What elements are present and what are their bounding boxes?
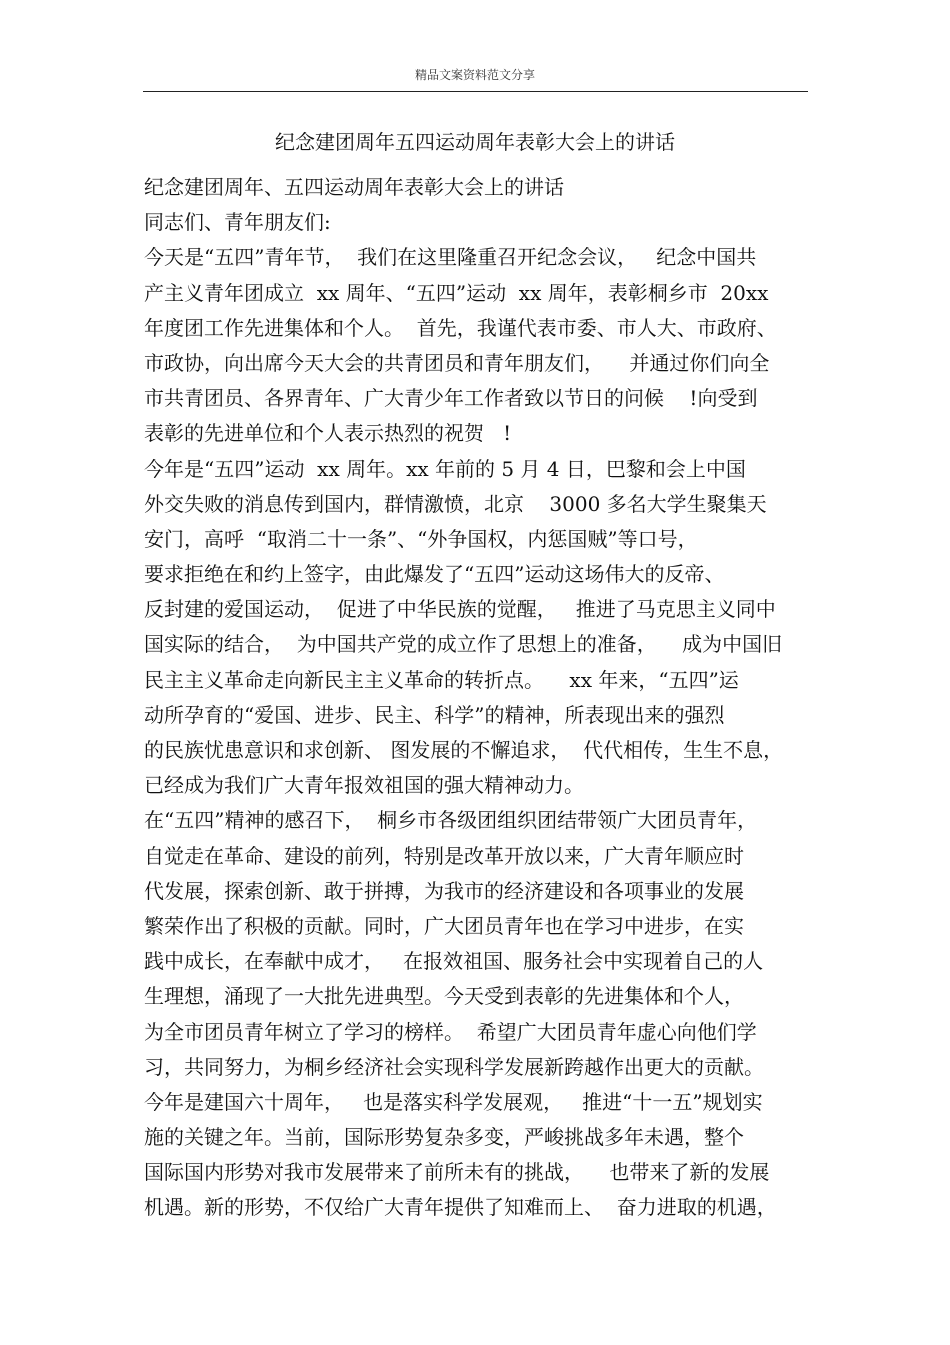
body-line: 代发展，探索创新、敢于拼搏，为我市的经济建设和各项事业的发展: [144, 878, 744, 903]
body-line: 自觉走在革命、建设的前列，特别是改革开放以来，广大青年顺应时: [144, 843, 744, 868]
body-line: 市共青团员、各界青年、广大青少年工作者致以节日的问候 !向受到: [144, 386, 758, 411]
header-divider: [143, 91, 808, 92]
body-line: 今年是建国六十周年， 也是落实科学发展观， 推进“十一五”规划实: [144, 1089, 763, 1114]
body-line: 外交失败的消息传到国内，群情激愤，北京 3000 多名大学生聚集天: [144, 491, 767, 516]
body-line: 今年是“五四”运动 xx 周年。xx 年前的 5 月 4 日，巴黎和会上中国: [144, 456, 746, 481]
body-line: 生理想，涌现了一大批先进典型。今天受到表彰的先进集体和个人，: [144, 984, 744, 1009]
body-line: 为全市团员青年树立了学习的榜样。 希望广大团员青年虚心向他们学: [144, 1019, 757, 1044]
body-line: 国际国内形势对我市发展带来了前所未有的挑战， 也带来了新的发展: [144, 1160, 770, 1185]
body-line: 纪念建团周年、五四运动周年表彰大会上的讲话: [144, 175, 564, 199]
document-title: 纪念建团周年五四运动周年表彰大会上的讲话: [275, 130, 675, 154]
body-line: 机遇。新的形势，不仅给广大青年提供了知难而上、 奋力进取的机遇，: [144, 1195, 777, 1220]
body-line: 年度团工作先进集体和个人。 首先，我谨代表市委、市人大、市政府、: [144, 315, 777, 340]
body-line: 国实际的结合， 为中国共产党的成立作了思想上的准备， 成为中国旧: [144, 632, 783, 657]
body-line: 动所孕育的“爱国、进步、民主、科学”的精神，所表现出来的强烈: [144, 702, 725, 727]
body-line: 民主主义革命走向新民主主义革命的转折点。 xx 年来，“五四”运: [144, 667, 739, 692]
body-line: 今天是“五四”青年节， 我们在这里隆重召开纪念会议， 纪念中国共: [144, 245, 757, 270]
body-line: 的民族忧患意识和求创新、 图发展的不懈追求， 代代相传，生生不息，: [144, 738, 784, 762]
body-line: 繁荣作出了积极的贡献。同时，广大团员青年也在学习中进步，在实: [144, 913, 744, 938]
body-line: 已经成为我们广大青年报效祖国的强大精神动力。: [144, 773, 584, 798]
page-header-text: 精品文案资料范文分享: [414, 68, 535, 82]
body-line: 产主义青年团成立 xx 周年、“五四”运动 xx 周年，表彰桐乡市 20xx: [144, 280, 769, 305]
body-line: 要求拒绝在和约上签字，由此爆发了“五四”运动这场伟大的反帝、: [144, 562, 725, 587]
body-line: 同志们、青年朋友们:: [144, 210, 331, 235]
document-body: [144, 170, 814, 1226]
body-line: 施的关键之年。当前，国际形势复杂多变，严峻挑战多年未遇，整个: [144, 1125, 744, 1150]
body-line: 践中成长，在奉献中成才， 在报效祖国、服务社会中实现着自己的人: [144, 949, 764, 974]
body-line: 安门，高呼 “取消二十一条”、“外争国权，内惩国贼”等口号，: [144, 526, 698, 551]
body-line: 表彰的先进单位和个人表示热烈的祝贺 !: [144, 421, 512, 446]
body-line: 市政协，向出席今天大会的共青团员和青年朋友们， 并通过你们向全: [144, 350, 770, 375]
body-line: 反封建的爱国运动， 促进了中华民族的觉醒， 推进了马克思主义同中: [144, 597, 776, 622]
body-line: 习，共同努力，为桐乡经济社会实现科学发展新跨越作出更大的贡献。: [144, 1054, 764, 1079]
body-line: 在“五四”精神的感召下， 桐乡市各级团组织团结带领广大团员青年，: [144, 808, 758, 833]
